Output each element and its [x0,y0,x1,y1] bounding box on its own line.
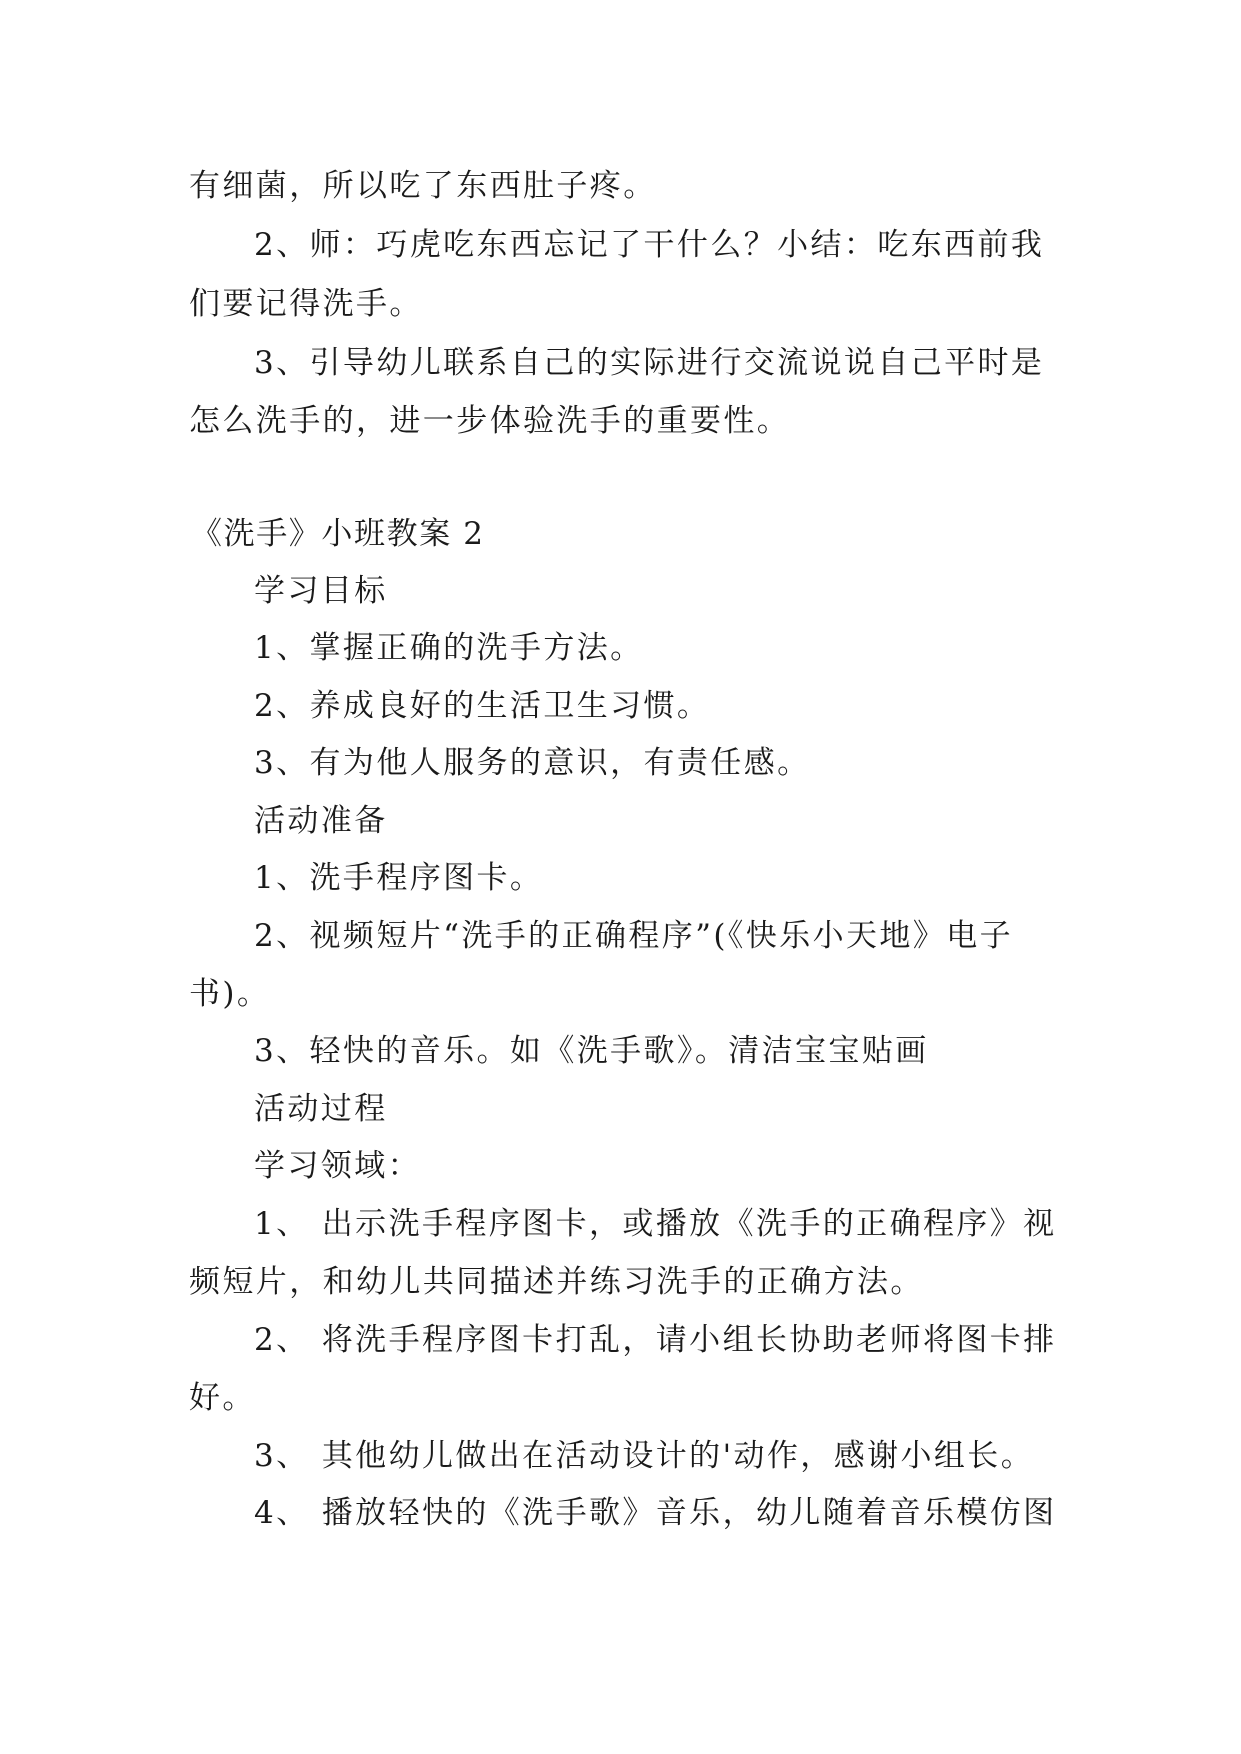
list-item-line: 2、视频短片“洗手的正确程序”(《快乐小天地》电子 [254,918,1014,954]
list-item-line: 2、师：巧虎吃东西忘记了干什么？小结：吃东西前我 [254,227,1045,263]
list-item-line: 2、 将洗手程序图卡打乱，请小组长协助老师将图卡排 [254,1322,1057,1358]
list-item-continuation: 书)。 [189,976,271,1012]
list-item-line: 4、 播放轻快的《洗手歌》音乐，幼儿随着音乐模仿图 [254,1495,1057,1531]
section-heading: 活动准备 [254,803,388,839]
paragraph-line: 有细菌，所以吃了东西肚子疼。 [189,168,657,204]
list-item-continuation: 怎么洗手的，进一步体验洗手的重要性。 [189,403,791,439]
section-title: 《洗手》小班教案 2 [191,516,485,552]
list-item-line: 2、养成良好的生活卫生习惯。 [254,688,711,724]
list-item-line: 3、轻快的音乐。如《洗手歌》。清洁宝宝贴画 [254,1033,929,1069]
list-item-continuation: 好。 [189,1380,256,1416]
list-item-line: 3、引导幼儿联系自己的实际进行交流说说自己平时是 [254,345,1045,381]
list-item-continuation: 频短片，和幼儿共同描述并练习洗手的正确方法。 [189,1264,924,1300]
list-item-continuation: 们要记得洗手。 [189,286,423,322]
list-item-line: 1、掌握正确的洗手方法。 [254,630,644,666]
list-item-line: 1、 出示洗手程序图卡，或播放《洗手的正确程序》视 [254,1206,1057,1242]
section-heading: 学习领域： [254,1148,421,1184]
section-heading: 学习目标 [254,573,388,609]
list-item-line: 3、 其他幼儿做出在活动设计的'动作，感谢小组长。 [254,1438,1035,1474]
list-item-line: 1、洗手程序图卡。 [254,860,544,896]
list-item-line: 3、有为他人服务的意识，有责任感。 [254,745,811,781]
section-heading: 活动过程 [254,1091,388,1127]
